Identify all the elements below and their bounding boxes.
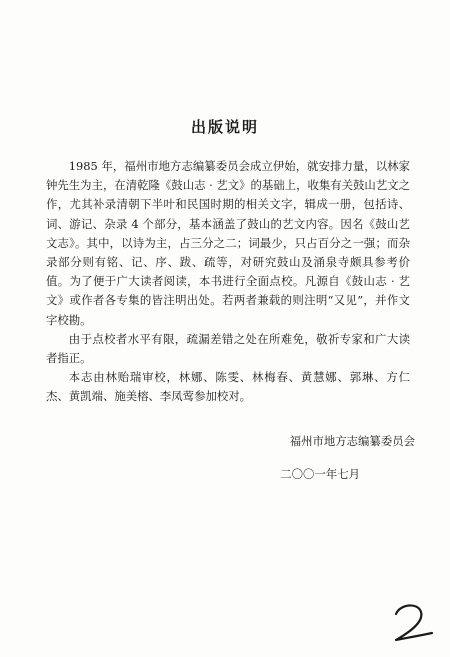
paragraph-1: 1985 年，福州市地方志编纂委员会成立伊始，就安排力量，以林家钟先生为主，在清乾隆《鼓山志 · 艺文》的基础上，收集有关鼓山艺文之作，尤其补录清朝下半叶和民国时期的相关文字，辑成一册，包括诗、词、游记、杂录 4 个部分，基本涵盖了鼓山的艺文内容。因名《鼓山艺文志》。其中，以诗为主，占三分之二；词最少，只占百分之一强；而杂录部分则有铭、记、序、跋、疏等，对研究鼓山及涌泉寺颇具参考价值。为了便于广大读者阅读，本书进行全面点校。凡源自《鼓山志 · 艺文》或作者各专集的皆注明出处。若两者兼载的则注明“又见”，并作文字校勘。 <box>46 159 410 327</box>
handwritten-page-number <box>388 600 436 646</box>
paragraph-2: 由于点校者水平有限，疏漏差错之处在所难免，敬祈专家和广大读者指正。 <box>46 331 410 366</box>
paragraph-3: 本志由林贻瑞审校，林娜、陈雯、林梅春、黄慧娜、郭琳、方仁杰、黄凯端、施美榕、李凤莺参加校对。 <box>46 370 410 404</box>
body-text <box>46 157 410 407</box>
page-title: 出版说明 <box>190 118 259 136</box>
signature-organization: 福州市地方志编纂委员会 <box>289 434 415 448</box>
signature-date: 二〇〇一年七月 <box>280 467 360 481</box>
